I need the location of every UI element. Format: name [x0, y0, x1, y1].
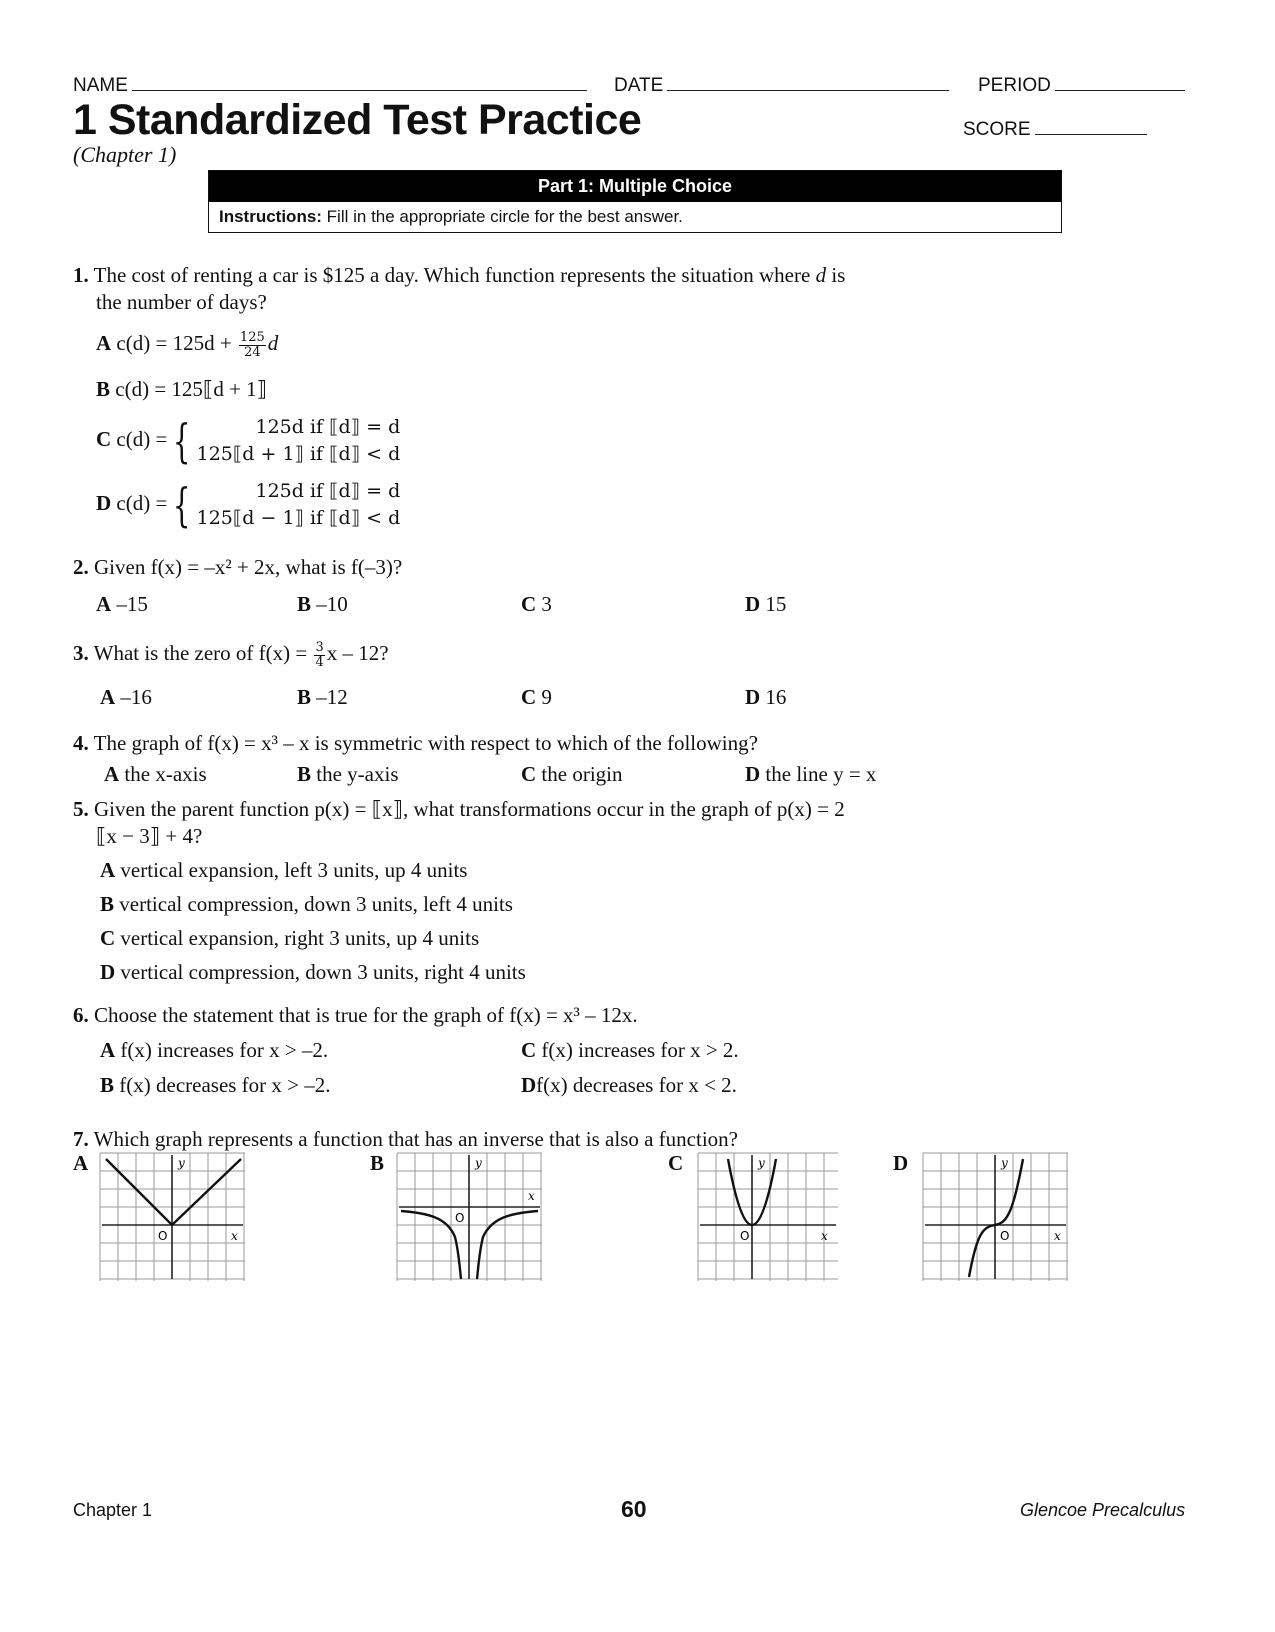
q4-c-letter: C — [521, 762, 537, 786]
page-number: 60 — [621, 1496, 647, 1522]
q3-c-letter: C — [521, 685, 537, 709]
q4-number: 4. — [73, 731, 89, 755]
q3-b-text: –12 — [311, 685, 348, 709]
q6-a-letter: A — [100, 1038, 116, 1062]
q7-graph-c-grid — [698, 1153, 838, 1281]
q7-graph-d-y-label: y — [1001, 1156, 1008, 1170]
q1-a-frac-den: 24 — [244, 344, 261, 360]
question-2 — [73, 554, 402, 581]
score-label: SCORE — [963, 119, 1031, 140]
q7-graph-d-axes — [925, 1155, 1066, 1279]
q5-c-text: vertical expansion, right 3 units, up 4 units — [115, 926, 480, 950]
q7-graph-b-origin: O — [455, 1211, 465, 1225]
q5-text-2: ⟦x − 3⟧ + 4? — [96, 824, 203, 848]
q7-a-letter[interactable] — [73, 1150, 88, 1177]
q7-graph-d-x-label: x — [1054, 1229, 1061, 1243]
q3-d-text: 16 — [760, 685, 787, 709]
q1-b-text: c(d) = 125⟦d + 1⟧ — [110, 377, 268, 401]
q4-choice-d[interactable] — [745, 761, 876, 788]
q4-a-text: the x-axis — [119, 762, 207, 786]
q1-d-piecewise — [197, 478, 401, 532]
q3-choice-c[interactable] — [521, 684, 552, 711]
q7-graph-d[interactable] — [923, 1153, 1068, 1281]
q5-choice-b[interactable] — [100, 891, 513, 918]
q7-text: Which graph represents a function that has an inverse that is also a function? — [88, 1127, 738, 1151]
q4-c-text: the origin — [536, 762, 623, 786]
q1-number: 1. — [73, 263, 89, 287]
q1-c-row-2: 125⟦d + 1⟧ if ⟦d⟧ < d — [196, 443, 401, 465]
q1-c-piecewise — [197, 414, 401, 468]
q1-text-2: is — [826, 263, 846, 287]
q3-c-text: 9 — [536, 685, 552, 709]
q7-b-letter-text: B — [370, 1151, 385, 1175]
part-box — [208, 170, 1062, 233]
q5-number: 5. — [73, 797, 89, 821]
q1-c-letter: C — [96, 426, 112, 451]
instructions — [209, 202, 1061, 232]
q7-b-letter[interactable] — [370, 1150, 384, 1177]
instructions-text: Fill in the appropriate circle for the best answer. — [321, 207, 683, 226]
q7-c-letter[interactable] — [668, 1150, 683, 1177]
q6-text: Choose the statement that is true for the graph of f(x) = x³ – 12x. — [88, 1003, 638, 1027]
footer-publisher-1: Glencoe — [1020, 1500, 1093, 1520]
footer-publisher — [1020, 1500, 1185, 1521]
q7-graph-a-x-label: x — [231, 1229, 238, 1243]
q1-b-letter: B — [96, 377, 111, 401]
q1-choice-d[interactable] — [96, 478, 400, 532]
q4-d-letter: D — [745, 762, 761, 786]
q7-graph-b[interactable] — [397, 1153, 542, 1281]
q4-b-letter: B — [297, 762, 312, 786]
q7-graph-b-axes — [399, 1155, 540, 1279]
q6-a-text: f(x) increases for x > –2. — [115, 1038, 329, 1062]
q7-graph-c-origin: O — [740, 1229, 750, 1243]
q2-text: Given f(x) = –x² + 2x, what is f(–3)? — [88, 555, 403, 579]
q7-graph-b-curve-right — [477, 1211, 538, 1279]
q1-text-1: The cost of renting a car is $125 a day. Which function represents the situation where — [88, 263, 816, 287]
q6-c-text: f(x) increases for x > 2. — [536, 1038, 739, 1062]
q2-b-letter: B — [297, 592, 312, 616]
footer-chapter: Chapter 1 — [73, 1500, 153, 1520]
q2-d-letter: D — [745, 592, 761, 616]
date-blank[interactable] — [667, 72, 949, 91]
q6-choice-d[interactable] — [521, 1072, 737, 1099]
score-field — [963, 116, 1147, 141]
q2-choice-d[interactable] — [745, 591, 786, 618]
q7-graph-c[interactable] — [698, 1153, 838, 1281]
q6-c-letter: C — [521, 1038, 537, 1062]
q4-d-text: the line y = x — [760, 762, 877, 786]
instructions-label: Instructions: — [219, 207, 322, 226]
q3-a-text: –16 — [115, 685, 152, 709]
q5-choice-a[interactable] — [100, 857, 467, 884]
question-6 — [73, 1002, 638, 1029]
page-subtitle: (Chapter 1) — [73, 142, 177, 167]
q1-a-letter: A — [96, 331, 112, 355]
question-4 — [73, 730, 758, 757]
q1-choice-b[interactable] — [96, 376, 267, 403]
q7-graph-c-y-label: y — [758, 1156, 765, 1170]
q7-graph-b-x-label: x — [528, 1189, 535, 1203]
q6-choice-a[interactable] — [100, 1037, 328, 1064]
q7-a-letter-text: A — [73, 1151, 89, 1175]
q7-graph-a[interactable] — [100, 1153, 245, 1281]
q1-d-row-2: 125⟦d − 1⟧ if ⟦d⟧ < d — [196, 507, 401, 529]
q7-d-letter[interactable] — [893, 1150, 908, 1177]
q3-text-2: x – 12? — [326, 641, 389, 665]
q4-text: The graph of f(x) = x³ – x is symmetric with respect to which of the following? — [88, 731, 758, 755]
q1-text-3: the number of days? — [96, 290, 267, 314]
q7-graph-a-y-label: y — [178, 1156, 185, 1170]
q5-d-letter: D — [100, 960, 116, 984]
q5-text-1: Given the parent function p(x) = ⟦x⟧, what transformations occur in the graph of p(x) = 2 — [88, 797, 845, 821]
footer-publisher-2: Precalculus — [1092, 1500, 1186, 1520]
q4-a-letter: A — [104, 762, 120, 786]
q3-d-letter: D — [745, 685, 761, 709]
q7-graph-c-x-label: x — [821, 1229, 828, 1243]
q1-d-brace: { — [173, 478, 191, 532]
q1-a-tail: d — [267, 331, 279, 355]
period-field — [978, 72, 1185, 97]
q5-a-letter: A — [100, 858, 116, 882]
q4-choice-a[interactable] — [104, 761, 207, 788]
q2-d-text: 15 — [760, 592, 787, 616]
q2-choice-c[interactable] — [521, 591, 552, 618]
q7-graph-b-y-label: y — [475, 1156, 482, 1170]
q1-d-row-1: 125d if ⟦d⟧ = d — [255, 480, 401, 502]
q7-graph-d-origin: O — [1000, 1229, 1010, 1243]
q7-graph-b-curve-left — [401, 1211, 461, 1279]
question-3 — [73, 640, 389, 670]
period-label: PERIOD — [978, 75, 1051, 96]
q6-number: 6. — [73, 1003, 89, 1027]
q1-choice-c[interactable] — [96, 414, 400, 468]
q2-choice-a[interactable] — [96, 591, 148, 618]
q6-choice-c[interactable] — [521, 1037, 739, 1064]
q3-choice-b[interactable] — [297, 684, 348, 711]
q5-d-text: vertical compression, down 3 units, right 4 units — [115, 960, 526, 984]
q7-graph-c-axes — [700, 1155, 836, 1279]
q7-graph-a-curve — [106, 1159, 241, 1225]
score-blank[interactable] — [1035, 116, 1147, 135]
q1-c-row-1: 125d if ⟦d⟧ = d — [255, 416, 401, 438]
q5-b-text: vertical compression, down 3 units, left 4 units — [114, 892, 513, 916]
date-field — [614, 72, 949, 97]
q7-graph-a-origin: O — [158, 1229, 168, 1243]
q1-choice-a[interactable] — [96, 330, 278, 360]
q1-a-fraction — [239, 331, 266, 360]
q3-choice-d[interactable] — [745, 684, 786, 711]
q5-b-letter: B — [100, 892, 115, 916]
q3-frac-den: 4 — [315, 654, 324, 670]
name-field — [73, 72, 587, 97]
question-7 — [73, 1126, 738, 1153]
q2-c-letter: C — [521, 592, 537, 616]
date-label: DATE — [614, 75, 664, 96]
q4-choice-b[interactable] — [297, 761, 399, 788]
q6-choice-b[interactable] — [100, 1072, 331, 1099]
name-label: NAME — [73, 75, 128, 96]
q1-var-d: d — [815, 263, 827, 287]
q6-d-text: f(x) decreases for x < 2. — [536, 1073, 737, 1097]
q3-frac-num: 3 — [315, 639, 324, 655]
period-blank[interactable] — [1055, 72, 1185, 91]
name-blank[interactable] — [132, 72, 587, 91]
q5-c-letter: C — [100, 926, 116, 950]
q7-number: 7. — [73, 1127, 89, 1151]
q1-c-lhs: c(d) = — [111, 426, 168, 451]
q7-c-letter-text: C — [668, 1151, 684, 1175]
q2-number: 2. — [73, 555, 89, 579]
q5-choice-d[interactable] — [100, 959, 526, 986]
q6-d-letter: D — [521, 1073, 537, 1097]
q5-a-text: vertical expansion, left 3 units, up 4 units — [115, 858, 468, 882]
q1-c-brace: { — [173, 414, 191, 468]
q3-b-letter: B — [297, 685, 312, 709]
page-title: 1 Standardized Test Practice — [73, 96, 642, 144]
q7-d-letter-text: D — [893, 1151, 909, 1175]
q1-d-letter: D — [96, 490, 112, 515]
q1-d-lhs: c(d) = — [111, 490, 168, 515]
q3-number: 3. — [73, 641, 89, 665]
q7-graph-a-axes — [102, 1155, 243, 1279]
q3-fraction — [314, 641, 324, 670]
q2-choice-b[interactable] — [297, 591, 348, 618]
q2-a-letter: A — [96, 592, 112, 616]
q1-a-frac-num: 125 — [239, 329, 265, 345]
question-5 — [73, 796, 845, 823]
q1-a-text: c(d) = 125d + — [111, 331, 237, 355]
q5-choice-c[interactable] — [100, 925, 479, 952]
q3-a-letter: A — [100, 685, 116, 709]
q3-choice-a[interactable] — [100, 684, 152, 711]
question-1 — [73, 262, 845, 289]
q2-b-text: –10 — [311, 592, 348, 616]
part-heading: Part 1: Multiple Choice — [209, 171, 1061, 202]
q2-c-text: 3 — [536, 592, 552, 616]
q3-text-1: What is the zero of f(x) = — [88, 641, 313, 665]
q2-a-text: –15 — [111, 592, 148, 616]
q4-choice-c[interactable] — [521, 761, 623, 788]
q4-b-text: the y-axis — [311, 762, 399, 786]
q6-b-letter: B — [100, 1073, 115, 1097]
q6-b-text: f(x) decreases for x > –2. — [114, 1073, 331, 1097]
